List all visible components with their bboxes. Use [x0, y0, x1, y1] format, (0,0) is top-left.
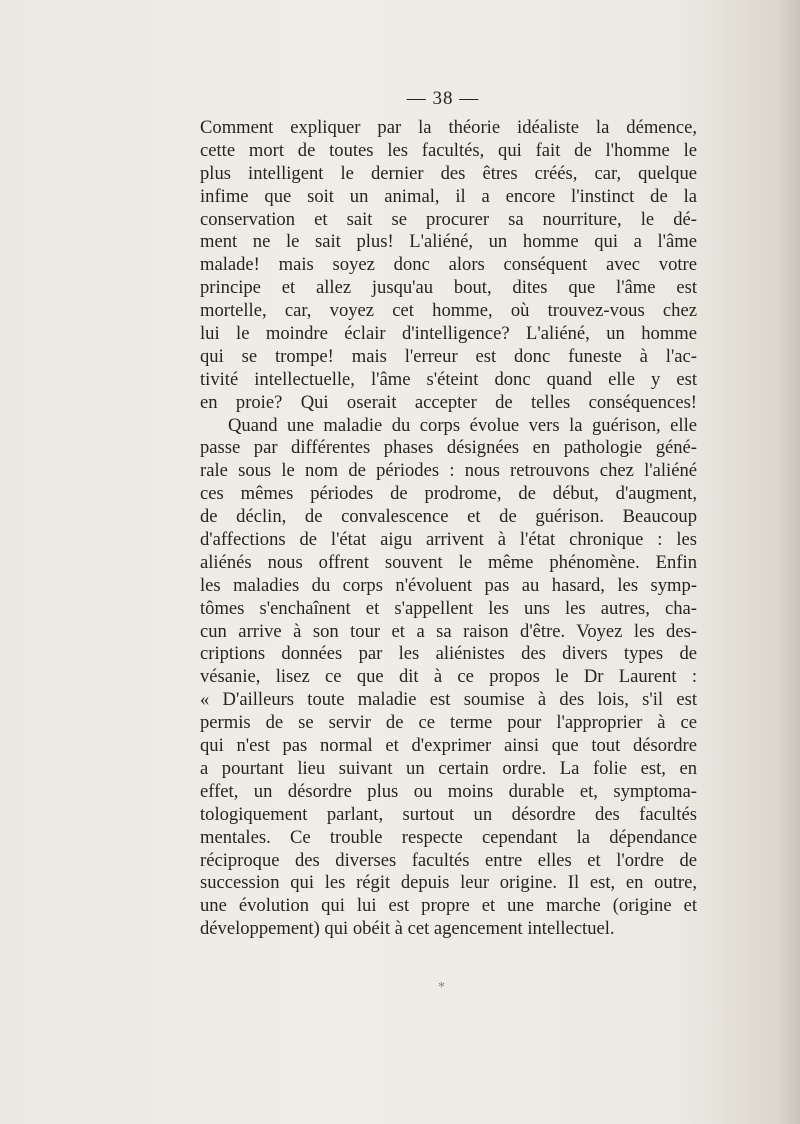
- ink-mark: *: [438, 980, 445, 995]
- text-line: mortelle, car, voyez cet homme, où trouvez-vous chez: [200, 300, 697, 322]
- page-number: — 38 —: [406, 88, 480, 109]
- text-line: passe par différentes phases désignées en pathologie géné-: [200, 437, 697, 459]
- text-line: lui le moindre éclair d'intelligence? L'aliéné, un homme: [200, 323, 697, 345]
- text-line: a pourtant lieu suivant un certain ordre. La folie est, en: [200, 757, 697, 779]
- text-line: tômes s'enchaînent et s'appellent les uns les autres, cha-: [200, 597, 697, 619]
- text-line: d'affections de l'état aigu arrivent à l'état chronique : les: [200, 529, 697, 551]
- text-line: vésanie, lisez ce que dit à ce propos le Dr Laurent :: [200, 666, 697, 688]
- text-line: ment ne le sait plus! L'aliéné, un homme qui a l'âme: [200, 231, 697, 253]
- text-line: qui se trompe! mais l'erreur est donc funeste à l'ac-: [200, 345, 697, 367]
- text-line: une évolution qui lui est propre et une marche (origine et: [200, 895, 697, 917]
- text-line: effet, un désordre plus ou moins durable et, symptoma-: [200, 780, 697, 802]
- text-line: développement) qui obéit à cet agencement intellectuel.: [200, 918, 615, 940]
- text-line: plus intelligent le dernier des êtres créés, car, quelque: [200, 162, 697, 184]
- text-line: conservation et sait se procurer sa nourriture, le dé-: [200, 208, 697, 230]
- text-line: rale sous le nom de périodes : nous retrouvons chez l'aliéné: [200, 460, 697, 482]
- text-line: de déclin, de convalescence et de guérison. Beaucoup: [200, 506, 697, 528]
- text-line: tivité intellectuelle, l'âme s'éteint donc quand elle y est: [200, 368, 697, 390]
- text-line: criptions données par les aliénistes des divers types de: [200, 643, 697, 665]
- body-text: [200, 117, 697, 941]
- paragraph-start-line: Quand une maladie du corps évolue vers la guérison, elle: [228, 414, 697, 436]
- text-line: « D'ailleurs toute maladie est soumise à des lois, s'il est: [200, 689, 697, 711]
- text-line: cette mort de toutes les facultés, qui fait de l'homme le: [200, 139, 697, 161]
- text-line: les maladies du corps n'évoluent pas au hasard, les symp-: [200, 574, 697, 596]
- text-line: tologiquement parlant, surtout un désordre des facultés: [200, 803, 697, 825]
- text-line: ces mêmes périodes de prodrome, de début, d'augment,: [200, 483, 697, 505]
- text-line: Comment expliquer par la théorie idéaliste la démence,: [200, 117, 697, 138]
- text-line: cun arrive à son tour et a sa raison d'être. Voyez les des-: [200, 620, 697, 642]
- text-line: principe et allez jusqu'au bout, dites que l'âme est: [200, 277, 697, 299]
- text-line: qui n'est pas normal et d'exprimer ainsi que tout désordre: [200, 735, 697, 757]
- text-line: malade! mais soyez donc alors conséquent avec votre: [200, 254, 697, 276]
- text-line: réciproque des diverses facultés entre elles et l'ordre de: [200, 849, 697, 871]
- text-line: aliénés nous offrent souvent le même phénomène. Enfin: [200, 551, 697, 573]
- text-line: infime que soit un animal, il a encore l'instinct de la: [200, 185, 697, 207]
- text-line: permis de se servir de ce terme pour l'approprier à ce: [200, 712, 697, 734]
- text-line: en proie? Qui oserait accepter de telles conséquences!: [200, 391, 697, 413]
- text-line: mentales. Ce trouble respecte cependant la dépendance: [200, 826, 697, 848]
- text-line: succession qui les régit depuis leur origine. Il est, en outre,: [200, 872, 697, 894]
